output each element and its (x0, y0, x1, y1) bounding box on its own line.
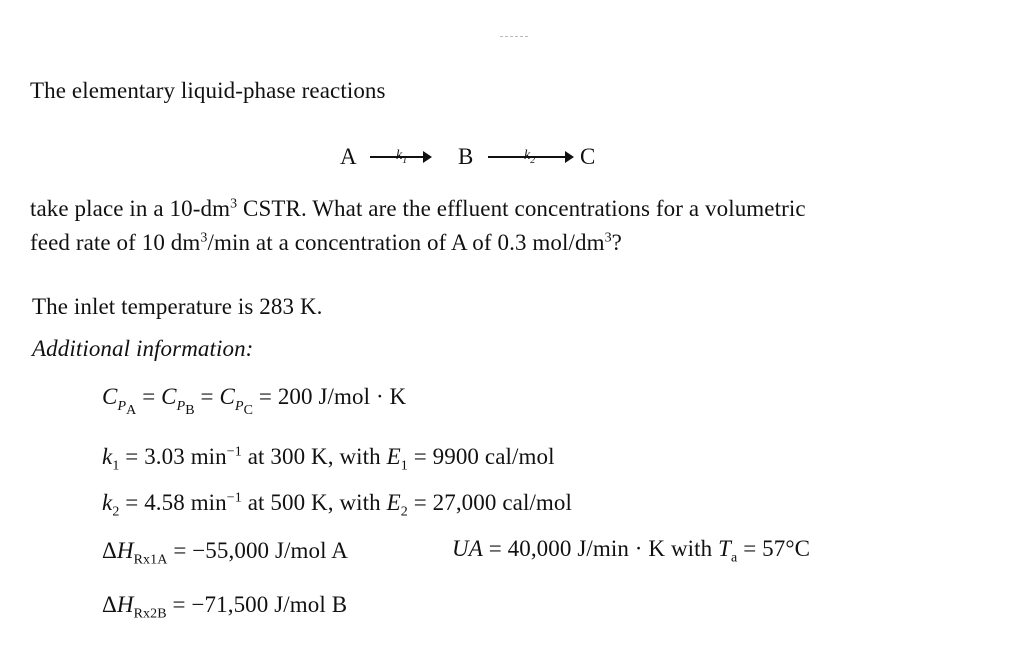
heat-transfer-equation: UA = 40,000 J/min · K with $T_a = 57^\circ C$ (452, 536, 811, 566)
heat-of-reaction-1: $\Delta H_{Rx1A} = -55,000$ J/mol A (102, 538, 348, 568)
additional-info-heading: Additional information: (32, 336, 254, 361)
heat-of-reaction-2: $\Delta H_{Rx2B} = -71,500$ J/mol B (102, 592, 348, 622)
species-b: B (458, 144, 474, 169)
rate-constant-k2-label: $k_2$ (524, 148, 536, 166)
question-line-1: take place in a $10-dm^3$ CSTR. What are the effluent concentrations for a volumetric (30, 196, 806, 221)
intro-text (30, 78, 386, 104)
intro-line: The elementary liquid-phase reactions (30, 78, 386, 103)
inlet-temperature: The inlet temperature is 283 K. (32, 294, 323, 319)
reaction-arrow-2 (488, 148, 572, 166)
k2-equation: $k_2 = 4.58$ $\min^{-1}$ at 500 K, with $E_2 = 27,000$ cal/mol (102, 490, 573, 520)
species-c: C (580, 144, 596, 169)
rate-constant-k1-label: $k_1$ (396, 148, 408, 166)
k1-equation: $k_1 = 3.03$ $\min^{-1}$ at 300 K, with $E_1 = 9900$ cal/mol (102, 444, 555, 474)
reaction-arrow-1 (370, 148, 430, 166)
scan-artifact-mark (500, 36, 528, 38)
species-a: A (340, 144, 357, 169)
question-line-2: feed rate of 10 $dm^3/\min$ at a concentration of A of 0.3 mol/$dm^3$? (30, 230, 622, 255)
heat-capacity-equation: $C_{P_A} = C_{P_B} = C_{P_C} = 200$ J/mol · K (102, 384, 407, 418)
